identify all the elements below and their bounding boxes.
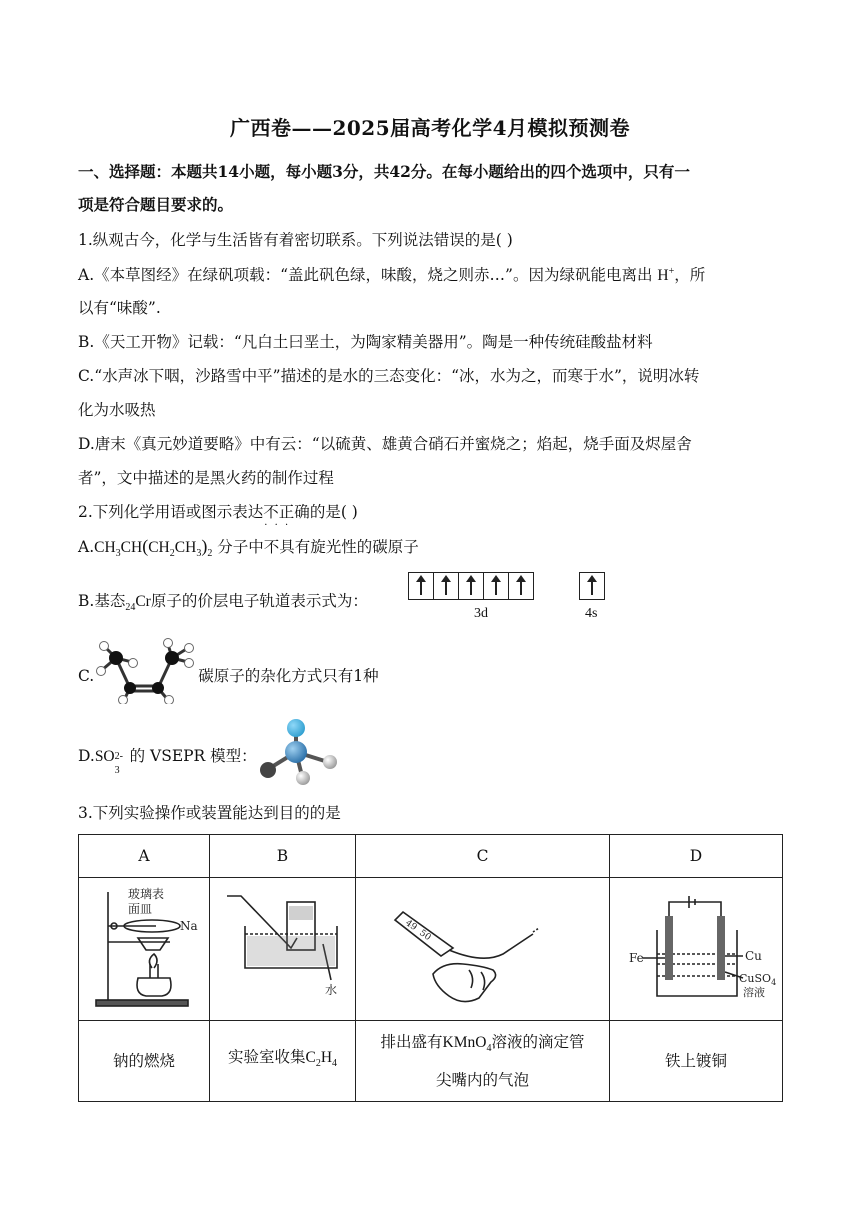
spin-up-arrow-icon [445,577,447,595]
caption-b-formula [305,1049,338,1070]
table-header-row [79,835,783,878]
label-water: 水 [324,983,337,997]
burette-bubble-removal-icon [383,878,583,1016]
caption-c-pre: 排出盛有 [380,1033,443,1052]
header-cell-c: C [356,835,610,878]
orbital-box-3d-4 [483,572,509,600]
q2-option-b-text: 原子的价层电子轨道表示式为： [150,592,368,610]
label-watch-glass-2: 面皿 [127,902,152,916]
q2-option-d-label: D. [78,747,95,765]
label-solution: 溶液 [743,986,765,999]
formula-c: C [305,1049,316,1067]
q2-option-b-pre: B.基态 [78,592,126,610]
orbital-box-3d-1 [408,572,434,600]
formula-c-sub: 2 [315,1058,321,1070]
formula-subscript: 3 [114,765,120,776]
figure-cell-b [210,878,356,1021]
page-title: 广西卷——2025届高考化学4月模拟预测卷 [229,116,631,140]
burette-mark-50: 50 [416,928,432,944]
q1-option-d-line2: 者”，文中描述的是黑火药的制作过程 [78,469,334,487]
header-cell-d: D [610,835,783,878]
section-heading-line1: 一、选择题：本题共14小题，每小题3分，共42分。在每小题给出的四个选项中，只有一 [78,162,690,181]
q2-stem-pre: 2.下列化学用语或图示表达 [78,503,264,521]
orbital-box-3d-5 [508,572,534,600]
q1-option-a-ion [657,267,674,284]
cuso4-base: CuSO [739,972,772,985]
q2-stem [78,500,358,522]
label-watch-glass-1: 玻璃表 [127,887,164,901]
orbital-box-4s [579,572,605,600]
caption-c-post: 溶液的滴定管 [491,1033,585,1052]
label-cuso4 [739,972,776,987]
q2-option-a [78,535,419,559]
q2-option-c-text: 碳原子的杂化方式只有1种 [198,667,379,685]
label-na: Na [179,919,198,933]
ion-symbol: H [657,267,669,284]
q2-stem-emphasis: 不正确 · · · [263,500,310,522]
butene-ball-stick-icon [92,636,200,704]
burette-mark-49: 49 [402,918,418,934]
caption-b-text: 实验室收集 [227,1048,306,1067]
orbital-label-4s: 4s [585,606,598,621]
figure-cell-c [356,878,610,1021]
ion-charge: + [668,265,675,277]
formula-h-sub: 4 [332,1058,338,1070]
spin-up-arrow-icon [591,577,593,595]
q3-stem: 3.下列实验操作或装置能达到目的的是 [78,804,341,822]
q1-option-a-text: A.《本草图经》在绿矾项载：“盖此矾色绿，味酸，烧之则赤…”。因为绿矾能电离出 [78,266,653,284]
q1-option-a-line2: 以有“味酸”. [78,299,161,317]
label-fe: Fe [629,951,644,965]
table-caption-row [79,1021,783,1102]
atomic-number: 24 [125,602,136,614]
sulfite-vsepr-model-icon [258,716,342,800]
spin-up-arrow-icon [495,577,497,595]
caption-cell-b [210,1021,356,1102]
caption-cell-c [356,1021,610,1102]
q2-option-a-formula: $CH_3CH(CH_2CH_3)_2$ [94,536,213,560]
spin-up-arrow-icon [470,577,472,595]
q1-option-a-end: ，所 [674,266,706,284]
q1-option-c-line2: 化为水吸热 [78,401,156,419]
q2-option-a-text: 分子中不具有旋光性的碳原子 [217,538,419,556]
cuso4-subscript: 4 [771,978,777,987]
sulfite-formula [94,748,125,776]
caption-c-line2: 尖嘴内的气泡 [435,1070,529,1089]
element-symbol: Cr [135,593,151,610]
q2-option-a-label: A. [78,538,95,556]
spin-up-arrow-icon [520,577,522,595]
figure-cell-d [610,878,783,1021]
q2-option-b [78,589,368,613]
sodium-combustion-apparatus-icon [82,878,207,1016]
q1-stem: 1.纵观古今，化学与生活皆有着密切联系。下列说法错误的是( ) [78,231,513,249]
formula-kmno-sub: 4 [486,1043,492,1055]
electroplating-cell-icon [613,878,779,1016]
table-figure-row [79,878,783,1021]
orbital-label-3d: 3d [474,606,488,621]
spin-up-arrow-icon [420,577,422,595]
caption-c-line1 [356,1027,609,1064]
q2-stem-post: 的是( ) [309,503,358,521]
formula-kmno: KMnO [442,1034,487,1052]
q2-option-c-label: C. [78,667,95,685]
q2-option-d-text: 的 VSEPR 模型： [129,747,257,765]
q1-option-b: B.《天工开物》记载：“凡白土曰垩土，为陶家精美器用”。陶是一种传统硅酸盐材料 [78,333,653,351]
q1-option-c-line1: C.“水声冰下咽，沙路雪中平”描述的是水的三态变化：“冰，水为之，而寒于水”，说明冰转 [78,367,700,385]
orbital-box-3d-3 [458,572,484,600]
formula-base: SO [94,748,115,765]
label-cu: Cu [745,949,762,963]
header-cell-a: A [79,835,210,878]
experiment-table [78,834,783,1102]
orbital-box-3d-2 [433,572,459,600]
gas-collection-apparatus-icon [213,878,353,1016]
section-heading-line2: 项是符合题目要求的。 [78,195,234,214]
q1-option-d-line1: D.唐末《真元妙道要略》中有云：“以硫黄、雄黄合硝石并蜜烧之；焰起，烧手面及烬屋舍 [78,435,692,453]
caption-cell-d: 铁上镀铜 [610,1021,783,1102]
caption-cell-a: 钠的燃烧 [79,1021,210,1102]
formula-charge: 2- [114,751,123,762]
figure-cell-a [79,878,210,1021]
q2-option-d [78,744,257,776]
header-cell-b: B [210,835,356,878]
q1-option-a-line1 [78,263,705,285]
formula-h: H [320,1049,333,1067]
